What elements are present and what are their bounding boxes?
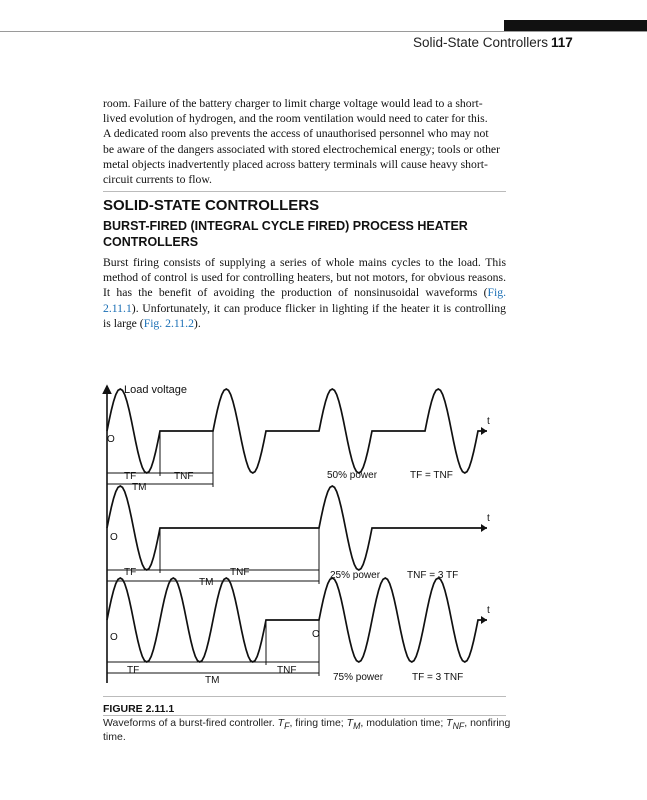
power-label: 50% power	[327, 470, 378, 481]
paragraph-1	[103, 96, 506, 187]
figure-link-2-11-2[interactable]: Fig. 2.11.2	[143, 316, 194, 330]
caption-text: Waveforms of a burst-fired controller.	[103, 717, 278, 729]
origin-label: O	[312, 629, 320, 640]
t-axis-label: t	[487, 605, 490, 616]
waveform-panel-2	[107, 486, 487, 570]
header-bar	[504, 20, 647, 31]
figure-rule	[103, 696, 506, 697]
t-axis-arrow	[481, 524, 487, 532]
paragraph-1-line: lived evolution of hydrogen, and the room ventilation would need to cater for this.	[103, 112, 488, 126]
paragraph-1-line: be aware of the dangers associated with stored electrochemical energy; tools or other	[103, 142, 501, 156]
subsection-title: BURST-FIRED (INTEGRAL CYCLE FIRED) PROCESS HEATER CONTROLLERS	[103, 219, 468, 249]
tf-label: TF	[124, 567, 137, 578]
section-title: SOLID-STATE CONTROLLERS	[103, 197, 320, 214]
tf-label: TF	[127, 665, 140, 676]
paragraph-1-line: circuit currents to flow.	[103, 173, 212, 187]
tnf-label: TNF	[230, 567, 250, 578]
caption-text: , modulation time;	[360, 717, 447, 729]
caption-subscript: NF	[452, 721, 465, 732]
t-axis-arrow	[481, 427, 487, 435]
origin-label: O	[110, 532, 118, 543]
paragraph-1-line: room. Failure of the battery charger to limit charge voltage would lead to a short-	[103, 97, 483, 110]
t-axis-label: t	[487, 513, 490, 524]
caption-subscript: F	[284, 721, 290, 732]
relation-label: TNF = 3 TF	[407, 570, 459, 581]
power-label: 25% power	[330, 570, 381, 581]
relation-label: TF = TNF	[410, 470, 453, 481]
power-label: 75% power	[333, 672, 384, 683]
paragraph-1-line: metal objects inadvertently placed across battery terminals will cause heavy short-	[103, 157, 488, 171]
section-rule	[103, 191, 506, 192]
caption-symbol: T	[277, 717, 285, 729]
page-number: 117	[551, 35, 573, 50]
figure-label: FIGURE 2.11.1	[103, 703, 175, 715]
tm-label: TM	[132, 482, 147, 493]
tnf-label: TNF	[174, 471, 194, 482]
tm-label: TM	[205, 675, 220, 686]
waveform-panel-3	[107, 578, 487, 662]
caption-text: , nonfiring time.	[103, 717, 511, 744]
origin-label: O	[110, 632, 118, 643]
paragraph-2-text: ).	[193, 316, 201, 330]
header-rule	[0, 31, 647, 32]
y-axis-label: Load voltage	[124, 384, 187, 396]
t-axis-arrow	[481, 616, 487, 624]
caption-symbol: T	[446, 717, 453, 729]
t-axis-label: t	[487, 416, 490, 427]
figure-label-rule	[103, 715, 506, 716]
tf-label: TF	[124, 471, 137, 482]
relation-label: TF = 3 TNF	[412, 672, 464, 683]
caption-text: , firing time;	[289, 717, 347, 729]
burst-fire-waveform-figure	[102, 378, 502, 693]
origin-label: O	[107, 434, 115, 445]
paragraph-2-text: Burst firing consists of supplying a series of whole mains cycles to the load. This method of control is used for controlling heaters, but not motors, for obvious reasons. It has the benefit of avoiding the production of nonsinusoidal waveforms (	[103, 256, 506, 300]
figure-caption	[103, 717, 523, 743]
caption-symbol: T	[346, 717, 354, 729]
figure-link-2-11-1[interactable]: Fig. 2.11.1	[103, 286, 506, 315]
paragraph-2	[103, 255, 506, 331]
caption-subscript: M	[353, 721, 361, 732]
running-head: Solid-State Controllers	[412, 35, 548, 50]
paragraph-1-line: A dedicated room also prevents the access of unauthorised personnel who may not	[103, 127, 489, 141]
paragraph-2-text: ). Unfortunately, it can produce flicker in lighting if the heater it is controlling is large (	[103, 301, 506, 330]
tm-label: TM	[199, 577, 214, 588]
waveform-panel-1	[107, 389, 487, 473]
tnf-label: TNF	[277, 665, 297, 676]
